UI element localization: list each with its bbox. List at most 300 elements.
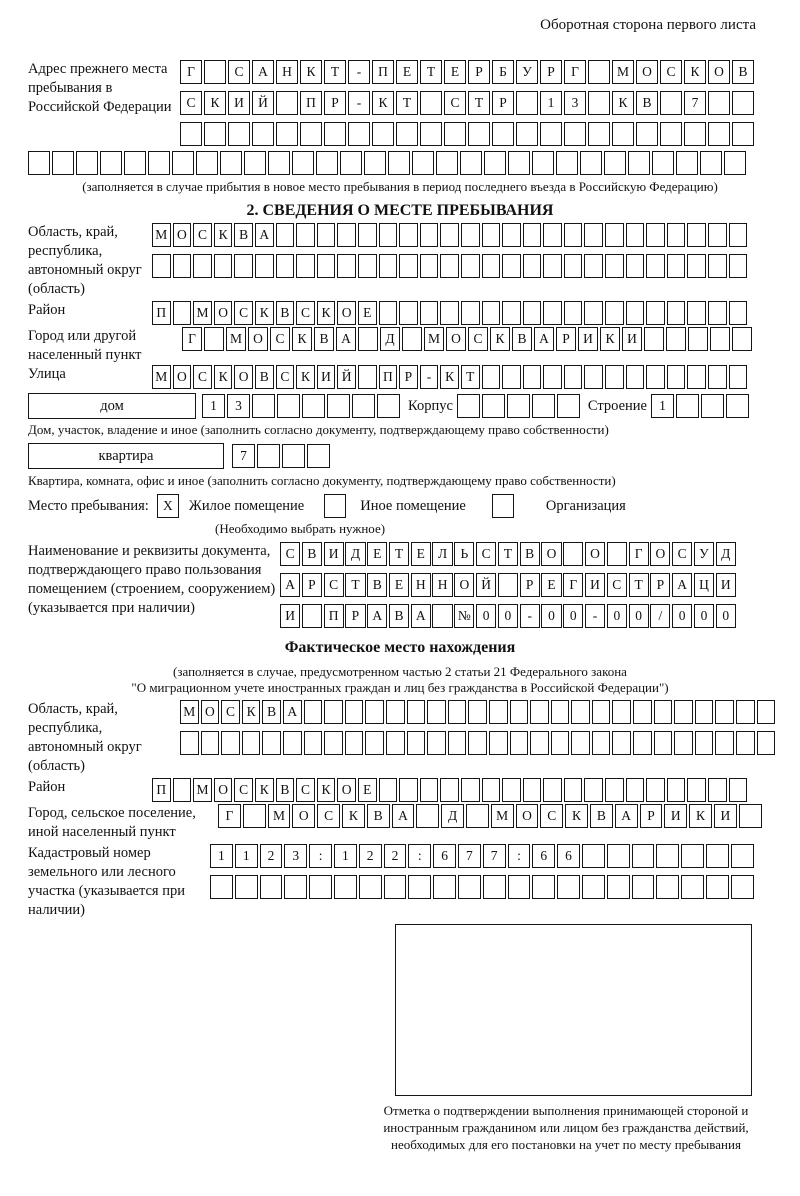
char-box: [407, 700, 426, 724]
char-box: [700, 151, 722, 175]
raion-boxes: [152, 301, 747, 325]
char-box: В: [367, 573, 387, 597]
char-box: [461, 254, 480, 278]
ulitsa-boxes: [152, 365, 747, 389]
fact-raion-block: [28, 778, 800, 802]
document-boxes-row-3: [280, 604, 736, 628]
char-box: [436, 151, 458, 175]
char-box: [708, 91, 730, 115]
char-box: [277, 394, 300, 418]
char-box: [372, 122, 394, 146]
char-box: [243, 804, 266, 828]
zhiloe-checkbox: [157, 494, 179, 518]
char-box: В: [367, 804, 390, 828]
char-box: [340, 151, 362, 175]
fact-raion-boxes: [152, 778, 747, 802]
char-box: [508, 875, 531, 899]
char-box: [345, 731, 364, 755]
char-box: [551, 731, 570, 755]
char-box: [234, 254, 253, 278]
char-box: С: [468, 327, 488, 351]
char-box: [420, 91, 442, 115]
char-box: Й: [337, 365, 356, 389]
char-box: [180, 122, 202, 146]
char-box: [304, 700, 323, 724]
char-box: К: [300, 60, 322, 84]
fact-gorod-block: [28, 804, 800, 842]
char-box: 0: [607, 604, 627, 628]
char-box: 1: [651, 394, 674, 418]
char-box: [302, 394, 325, 418]
char-box: [377, 394, 400, 418]
char-box: [489, 731, 508, 755]
char-box: К: [689, 804, 712, 828]
char-box: М: [193, 301, 212, 325]
char-box: [337, 223, 356, 247]
inoe-checkbox-mark: [324, 494, 346, 518]
char-box: [571, 731, 590, 755]
char-box: Н: [411, 573, 431, 597]
mesto-label: Место пребывания:: [28, 497, 149, 514]
char-box: [196, 151, 218, 175]
char-box: [255, 254, 274, 278]
char-box: [687, 365, 706, 389]
char-box: [516, 91, 538, 115]
char-box: У: [694, 542, 714, 566]
char-box: [204, 327, 224, 351]
char-box: [674, 700, 693, 724]
char-box: [604, 151, 626, 175]
inoe-checkbox: [324, 494, 346, 518]
oblast-rows: [152, 223, 747, 278]
char-box: Г: [564, 60, 586, 84]
char-box: Р: [468, 60, 490, 84]
char-box: П: [152, 301, 171, 325]
char-box: М: [226, 327, 246, 351]
char-box: [458, 875, 481, 899]
char-box: [100, 151, 122, 175]
char-box: [502, 223, 521, 247]
prev-address-block: [28, 60, 800, 146]
oblast-boxes-row-2: [152, 254, 747, 278]
char-box: [221, 731, 240, 755]
char-box: [235, 875, 258, 899]
char-box: [420, 778, 439, 802]
char-box: [508, 151, 530, 175]
char-box: Р: [324, 91, 346, 115]
char-box: [660, 122, 682, 146]
char-box: С: [444, 91, 466, 115]
char-box: [412, 151, 434, 175]
char-box: [706, 875, 729, 899]
char-box: [440, 254, 459, 278]
char-box: [358, 365, 377, 389]
char-box: [358, 223, 377, 247]
char-box: С: [607, 573, 627, 597]
char-box: 7: [458, 844, 481, 868]
dom-box-label: дом: [28, 393, 196, 419]
char-box: [646, 365, 665, 389]
document-label: Наименование и реквизиты документа, подтверждающего право пользования помещением (строением, сооружением) (указывается при наличии): [28, 543, 276, 616]
char-box: [736, 731, 755, 755]
char-box: [448, 731, 467, 755]
prev-address-rows: [180, 60, 754, 146]
char-box: С: [180, 91, 202, 115]
raion-label: Район: [28, 302, 66, 318]
char-box: К: [317, 301, 336, 325]
char-box: [626, 254, 645, 278]
char-box: [646, 254, 665, 278]
char-box: [365, 731, 384, 755]
char-box: О: [292, 804, 315, 828]
char-box: [633, 731, 652, 755]
char-box: [448, 700, 467, 724]
char-box: [220, 151, 242, 175]
char-box: [729, 254, 748, 278]
char-box: Т: [396, 91, 418, 115]
char-box: [632, 875, 655, 899]
org-label: Организация: [545, 497, 626, 514]
char-box: К: [612, 91, 634, 115]
char-box: [543, 778, 562, 802]
char-box: [532, 394, 555, 418]
char-box: /: [650, 604, 670, 628]
char-box: К: [214, 223, 233, 247]
char-box: Ц: [694, 573, 714, 597]
char-box: 3: [284, 844, 307, 868]
char-box: [489, 700, 508, 724]
char-box: [468, 122, 490, 146]
gorod-block: [28, 327, 800, 365]
char-box: И: [585, 573, 605, 597]
kadastr-rows: [210, 844, 754, 899]
char-box: [708, 223, 727, 247]
char-box: [757, 700, 776, 724]
char-box: [466, 804, 489, 828]
char-box: [440, 778, 459, 802]
char-box: И: [280, 604, 300, 628]
char-box: А: [255, 223, 274, 247]
char-box: [173, 778, 192, 802]
char-box: [427, 731, 446, 755]
char-box: М: [491, 804, 514, 828]
char-box: М: [152, 223, 171, 247]
char-box: [676, 151, 698, 175]
char-box: Р: [492, 91, 514, 115]
char-box: [708, 301, 727, 325]
char-box: И: [714, 804, 737, 828]
char-box: [399, 223, 418, 247]
prev-address-boxes-row-4: [28, 151, 800, 175]
char-box: [416, 804, 439, 828]
char-box: В: [276, 301, 295, 325]
char-box: 1: [210, 844, 233, 868]
char-box: В: [732, 60, 754, 84]
char-box: Р: [302, 573, 322, 597]
char-box: Т: [461, 365, 480, 389]
char-box: [715, 700, 734, 724]
char-box: А: [336, 327, 356, 351]
char-box: П: [300, 91, 322, 115]
form-page: [0, 16, 800, 1196]
oblast-boxes-row-1: [152, 223, 747, 247]
char-box: [557, 875, 580, 899]
char-box: В: [314, 327, 334, 351]
char-box: [681, 875, 704, 899]
char-box: [654, 731, 673, 755]
char-box: -: [520, 604, 540, 628]
fact-gorod-label: Город, сельское поселение, иной населенный пункт: [28, 805, 196, 840]
char-box: Т: [389, 542, 409, 566]
char-box: Е: [444, 60, 466, 84]
char-box: [532, 151, 554, 175]
char-box: В: [262, 700, 281, 724]
char-box: К: [440, 365, 459, 389]
char-box: О: [585, 542, 605, 566]
char-box: [420, 223, 439, 247]
char-box: О: [708, 60, 730, 84]
char-box: В: [520, 542, 540, 566]
char-box: 3: [564, 91, 586, 115]
char-box: 6: [557, 844, 580, 868]
dom-block: [28, 393, 800, 419]
char-box: О: [214, 301, 233, 325]
kadastr-boxes-row-2: [210, 875, 754, 899]
char-box: [564, 223, 583, 247]
char-box: [359, 875, 382, 899]
char-box: [729, 778, 748, 802]
char-box: [384, 875, 407, 899]
char-box: [324, 731, 343, 755]
char-box: А: [367, 604, 387, 628]
char-box: [284, 875, 307, 899]
char-box: [468, 700, 487, 724]
char-box: [605, 301, 624, 325]
char-box: [523, 254, 542, 278]
char-box: [365, 700, 384, 724]
char-box: [660, 91, 682, 115]
char-box: Г: [629, 542, 649, 566]
char-box: [296, 254, 315, 278]
char-box: Т: [498, 542, 518, 566]
char-box: [173, 301, 192, 325]
dom-boxes: [202, 394, 400, 418]
korpus-label: Корпус: [408, 397, 453, 414]
char-box: [607, 844, 630, 868]
char-box: [551, 700, 570, 724]
char-box: С: [280, 542, 300, 566]
char-box: [502, 778, 521, 802]
char-box: [667, 365, 686, 389]
char-box: М: [424, 327, 444, 351]
char-box: [605, 365, 624, 389]
char-box: [492, 122, 514, 146]
char-box: [399, 778, 418, 802]
fact-caption-line2: "О миграционном учете иностранных граждан и лиц без гражданства в Российской Федерации"): [131, 680, 669, 695]
char-box: [605, 254, 624, 278]
char-box: А: [280, 573, 300, 597]
char-box: [386, 731, 405, 755]
char-box: [482, 301, 501, 325]
section2-title: 2. СВЕДЕНИЯ О МЕСТЕ ПРЕБЫВАНИЯ: [246, 202, 554, 219]
char-box: К: [565, 804, 588, 828]
char-box: [656, 875, 679, 899]
char-box: А: [672, 573, 692, 597]
char-box: [584, 254, 603, 278]
char-box: [592, 700, 611, 724]
char-box: К: [317, 778, 336, 802]
char-box: С: [660, 60, 682, 84]
char-box: [242, 731, 261, 755]
char-box: [708, 778, 727, 802]
char-box: [402, 327, 422, 351]
char-box: С: [193, 223, 212, 247]
char-box: [626, 365, 645, 389]
char-box: [420, 122, 442, 146]
prev-address-boxes-row-1: [180, 60, 754, 84]
mesto-note: (Необходимо выбрать нужное): [215, 521, 386, 536]
char-box: [260, 875, 283, 899]
char-box: [352, 394, 375, 418]
char-box: П: [324, 604, 344, 628]
char-box: Г: [563, 573, 583, 597]
char-box: О: [337, 301, 356, 325]
char-box: [564, 122, 586, 146]
char-box: В: [636, 91, 658, 115]
char-box: [460, 151, 482, 175]
char-box: [334, 875, 357, 899]
kadastr-boxes-row-1: [210, 844, 754, 868]
char-box: Д: [716, 542, 736, 566]
char-box: Р: [520, 573, 540, 597]
char-box: М: [612, 60, 634, 84]
char-box: №: [454, 604, 474, 628]
stroenie-boxes: [651, 394, 749, 418]
fact-gorod-boxes: [218, 804, 762, 828]
char-box: 0: [672, 604, 692, 628]
char-box: Р: [345, 604, 365, 628]
char-box: [605, 223, 624, 247]
document-boxes-row-2: [280, 573, 736, 597]
char-box: [633, 700, 652, 724]
char-box: [626, 301, 645, 325]
char-box: Р: [540, 60, 562, 84]
char-box: [386, 700, 405, 724]
char-box: [706, 844, 729, 868]
char-box: -: [585, 604, 605, 628]
char-box: [461, 223, 480, 247]
char-box: О: [337, 778, 356, 802]
char-box: 0: [476, 604, 496, 628]
char-box: [582, 875, 605, 899]
char-box: [656, 844, 679, 868]
char-box: С: [296, 778, 315, 802]
char-box: [388, 151, 410, 175]
char-box: [244, 151, 266, 175]
char-box: [563, 542, 583, 566]
char-box: И: [228, 91, 250, 115]
char-box: [523, 301, 542, 325]
char-box: [708, 365, 727, 389]
char-box: О: [201, 700, 220, 724]
char-box: [732, 327, 752, 351]
char-box: О: [636, 60, 658, 84]
char-box: [28, 151, 50, 175]
char-box: [584, 301, 603, 325]
char-box: [316, 151, 338, 175]
char-box: И: [622, 327, 642, 351]
char-box: [444, 122, 466, 146]
prev-address-caption: (заполняется в случае прибытия в новое место пребывания в период последнего въезда в Российскую Федерацию): [82, 179, 718, 194]
char-box: [667, 301, 686, 325]
char-box: [687, 301, 706, 325]
char-box: [283, 731, 302, 755]
char-box: Ь: [454, 542, 474, 566]
char-box: [296, 223, 315, 247]
char-box: [646, 223, 665, 247]
char-box: [507, 394, 530, 418]
org-checkbox-mark: [492, 494, 514, 518]
char-box: [193, 254, 212, 278]
char-box: 0: [563, 604, 583, 628]
char-box: И: [324, 542, 344, 566]
char-box: О: [214, 778, 233, 802]
char-box: О: [454, 573, 474, 597]
char-box: В: [590, 804, 613, 828]
document-rows: [280, 542, 736, 628]
char-box: [584, 778, 603, 802]
char-box: Г: [218, 804, 241, 828]
char-box: [358, 254, 377, 278]
char-box: [300, 122, 322, 146]
char-box: К: [214, 365, 233, 389]
char-box: Е: [396, 60, 418, 84]
char-box: О: [516, 804, 539, 828]
char-box: [282, 444, 305, 468]
char-box: [257, 444, 280, 468]
prev-address-label: Адрес прежнего места пребывания в Российской Федерации: [28, 61, 172, 115]
char-box: [523, 365, 542, 389]
char-box: [666, 327, 686, 351]
char-box: В: [512, 327, 532, 351]
char-box: 2: [359, 844, 382, 868]
char-box: В: [255, 365, 274, 389]
char-box: 0: [716, 604, 736, 628]
char-box: [210, 875, 233, 899]
kvartira-box-label: квартира: [28, 443, 224, 469]
char-box: [317, 254, 336, 278]
char-box: [612, 731, 631, 755]
char-box: Н: [432, 573, 452, 597]
char-box: И: [317, 365, 336, 389]
char-box: [726, 394, 749, 418]
char-box: [739, 804, 762, 828]
char-box: [757, 731, 776, 755]
zhiloe-label: Жилое помещение: [188, 497, 305, 514]
char-box: К: [600, 327, 620, 351]
char-box: Е: [358, 301, 377, 325]
char-box: 1: [334, 844, 357, 868]
char-box: [681, 844, 704, 868]
fact-raion-label: Район: [28, 779, 66, 795]
char-box: [420, 301, 439, 325]
char-box: Е: [389, 573, 409, 597]
char-box: [440, 301, 459, 325]
char-box: [571, 700, 590, 724]
kvartira-boxes: [232, 444, 330, 468]
char-box: Т: [324, 60, 346, 84]
char-box: Т: [629, 573, 649, 597]
